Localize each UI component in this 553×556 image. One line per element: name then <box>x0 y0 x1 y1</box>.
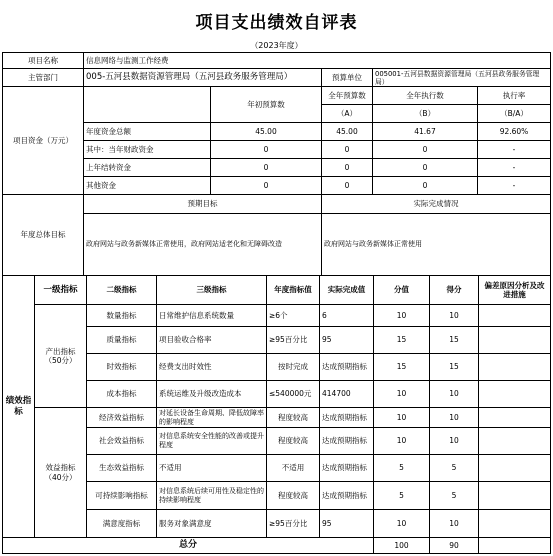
funds-row-name: 其中：当年财政资金 <box>83 140 211 159</box>
perf-weight: 15 <box>373 326 430 354</box>
perf-actual: 达成预期指标 <box>319 427 374 455</box>
perf-score: 5 <box>429 454 479 482</box>
perf-score: 10 <box>429 427 479 455</box>
funds-header-initial: 年初预算数 <box>210 86 322 123</box>
dept-value: 005-五河县数据资源管理局（五河县政务服务管理局） <box>83 68 322 87</box>
funds-label: 项目资金（万元） <box>2 86 84 195</box>
perf-score: 10 <box>429 407 479 428</box>
perf-l2: 成本指标 <box>86 380 157 408</box>
total-score: 90 <box>429 537 479 554</box>
funds-row-rate: - <box>477 176 551 195</box>
total-weight: 100 <box>373 537 430 554</box>
perf-actual: 95 <box>319 509 374 538</box>
funds-row-name: 其他资金 <box>83 176 211 195</box>
funds-row-annual: 45.00 <box>321 122 373 141</box>
perf-target: 程度较高 <box>266 427 320 455</box>
funds-row-annual: 0 <box>321 176 373 195</box>
perf-score: 15 <box>429 353 479 381</box>
funds-row-rate: - <box>477 140 551 159</box>
total-note <box>478 537 551 554</box>
perf-weight: 10 <box>373 427 430 455</box>
perf-weight: 10 <box>373 509 430 538</box>
project-name-label: 项目名称 <box>2 52 84 69</box>
perf-side-label: 绩效指标 <box>2 275 35 538</box>
perf-score: 15 <box>429 326 479 354</box>
budget-unit-label: 预算单位 <box>321 68 373 87</box>
perf-l2: 生态效益指标 <box>86 454 157 482</box>
perf-target: 不适用 <box>266 454 320 482</box>
funds-header-annual-code: （A） <box>321 104 373 123</box>
perf-score: 10 <box>429 509 479 538</box>
goals-expected-text: 政府网站与政务新媒体正常使用，政府网站适老化和无障碍改造 <box>83 213 322 276</box>
report-year: （2023年度） <box>250 41 303 50</box>
total-label: 总分 <box>2 537 374 554</box>
perf-header-score: 得分 <box>429 275 479 305</box>
perf-header-l2: 二级指标 <box>86 275 157 305</box>
perf-weight: 5 <box>373 481 430 510</box>
perf-target: ≥95百分比 <box>266 509 320 538</box>
perf-header-actual: 实际完成值 <box>319 275 374 305</box>
funds-header-exec: 全年执行数 <box>372 86 478 105</box>
perf-l3: 对信息系统后续可用性及稳定性的持续影响程度 <box>156 481 267 510</box>
perf-l2: 经济效益指标 <box>86 407 157 428</box>
funds-row-initial: 0 <box>210 140 322 159</box>
perf-l3: 不适用 <box>156 454 267 482</box>
perf-header-note: 偏差原因分析及改进措施 <box>478 275 551 305</box>
perf-actual: 达成预期指标 <box>319 481 374 510</box>
perf-l2: 社会效益指标 <box>86 427 157 455</box>
funds-row-exec: 0 <box>372 158 478 177</box>
funds-header-exec-code: （B） <box>372 104 478 123</box>
dept-label: 主管部门 <box>2 68 84 87</box>
perf-note <box>478 326 551 354</box>
funds-row-initial: 0 <box>210 176 322 195</box>
perf-l2: 数量指标 <box>86 304 157 327</box>
perf-l3: 项目验收合格率 <box>156 326 267 354</box>
perf-note <box>478 454 551 482</box>
perf-l2: 时效指标 <box>86 353 157 381</box>
perf-l3: 日常维护信息系统数量 <box>156 304 267 327</box>
perf-actual: 达成预期指标 <box>319 353 374 381</box>
funds-header-rate-code: （B/A） <box>477 104 551 123</box>
perf-target: 程度较高 <box>266 407 320 428</box>
funds-row-rate: 92.60% <box>477 122 551 141</box>
budget-unit-value: 005001-五河县数据资源管理局（五河县政务服务管理局） <box>372 68 551 87</box>
perf-actual: 达成预期指标 <box>319 454 374 482</box>
perf-weight: 15 <box>373 353 430 381</box>
perf-actual: 95 <box>319 326 374 354</box>
project-name-value: 信息网络与监测工作经费 <box>83 52 551 69</box>
perf-header-weight: 分值 <box>373 275 430 305</box>
perf-note <box>478 481 551 510</box>
perf-l2: 可持续影响指标 <box>86 481 157 510</box>
funds-header-annual: 全年预算数 <box>321 86 373 105</box>
goals-actual-text: 政府网站与政务新媒体正常使用 <box>321 213 551 276</box>
funds-row-name: 上年结转资金 <box>83 158 211 177</box>
perf-score: 10 <box>429 304 479 327</box>
funds-row-annual: 0 <box>321 158 373 177</box>
perf-score: 5 <box>429 481 479 510</box>
perf-actual: 达成预期指标 <box>319 407 374 428</box>
goals-expected-header: 预期目标 <box>83 194 322 214</box>
funds-row-exec: 0 <box>372 176 478 195</box>
perf-header-l3: 三级指标 <box>156 275 267 305</box>
perf-group-output: 产出指标（50分） <box>34 304 87 408</box>
perf-note <box>478 427 551 455</box>
perf-note <box>478 380 551 408</box>
funds-row-initial: 0 <box>210 158 322 177</box>
perf-target: ≤540000元 <box>266 380 320 408</box>
perf-actual: 414700 <box>319 380 374 408</box>
perf-weight: 10 <box>373 407 430 428</box>
perf-target: ≥95百分比 <box>266 326 320 354</box>
perf-target: 按时完成 <box>266 353 320 381</box>
page-title: 项目支出绩效自评表 <box>195 13 358 33</box>
funds-row-initial: 45.00 <box>210 122 322 141</box>
perf-note <box>478 509 551 538</box>
perf-target: 程度较高 <box>266 481 320 510</box>
perf-score: 10 <box>429 380 479 408</box>
funds-row-annual: 0 <box>321 140 373 159</box>
perf-note <box>478 353 551 381</box>
perf-header-target: 年度指标值 <box>266 275 320 305</box>
goals-actual-header: 实际完成情况 <box>321 194 551 214</box>
perf-weight: 10 <box>373 380 430 408</box>
perf-l2: 质量指标 <box>86 326 157 354</box>
funds-row-exec: 0 <box>372 140 478 159</box>
perf-note <box>478 407 551 428</box>
perf-target: ≥6个 <box>266 304 320 327</box>
funds-header-rate: 执行率 <box>477 86 551 105</box>
perf-l3: 服务对象满意度 <box>156 509 267 538</box>
funds-row-name: 年度资金总额 <box>83 122 211 141</box>
perf-header-l1: 一级指标 <box>34 275 87 305</box>
goals-label: 年度总体目标 <box>2 194 84 276</box>
perf-l2: 满意度指标 <box>86 509 157 538</box>
perf-l3: 经费支出时效性 <box>156 353 267 381</box>
perf-group-benefit: 效益指标（40分） <box>34 407 87 538</box>
perf-weight: 5 <box>373 454 430 482</box>
perf-note <box>478 304 551 327</box>
perf-l3: 对信息系统安全性能的改善或提升程度 <box>156 427 267 455</box>
funds-row-exec: 41.67 <box>372 122 478 141</box>
perf-actual: 6 <box>319 304 374 327</box>
perf-weight: 10 <box>373 304 430 327</box>
perf-l3: 系统运维及升级改造成本 <box>156 380 267 408</box>
funds-blank-header <box>83 86 211 123</box>
perf-l3: 对延长设备生命周期、降低故障率的影响程度 <box>156 407 267 428</box>
funds-row-rate: - <box>477 158 551 177</box>
